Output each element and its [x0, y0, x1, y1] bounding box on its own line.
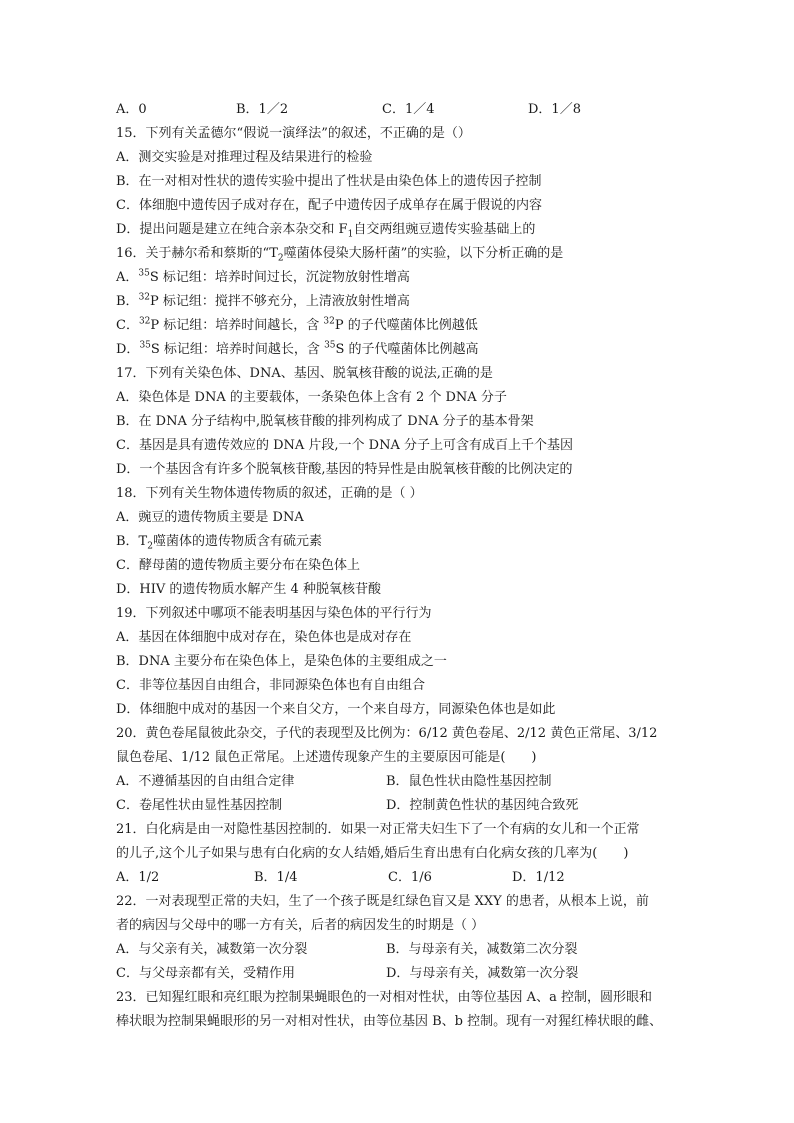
q14-option-b: B．1／2 — [236, 102, 289, 117]
q17-option-d: D．一个基因含有许多个脱氧核苷酸,基因的特异性是由脱氧核苷酸的比例决定的 — [116, 462, 573, 477]
q19-option-a: A．基因在体细胞中成对存在，染色体也是成对存在 — [116, 630, 412, 645]
q21-stem-line1: 21．白化病是由一对隐性基因控制的．如果一对正常夫妇生下了一个有病的女儿和一个正常 — [116, 822, 640, 837]
q20-option-d: D．控制黄色性状的基因纯合致死 — [386, 798, 579, 813]
q22-option-a: A．与父亲有关，减数第一次分裂 — [116, 942, 308, 957]
q16-option-a: A．$^{35}$S 标记组：培养时间过长，沉淀物放射性增高 — [116, 268, 410, 285]
q21-option-a: A．1/2 — [116, 870, 160, 885]
q22-options-row1 — [116, 938, 686, 962]
q16-option-b: B．$^{32}$P 标记组：搅拌不够充分，上清液放射性增高 — [116, 292, 410, 309]
q20-options-row2 — [116, 794, 686, 818]
q20-stem-line1: 20．黄色卷尾鼠彼此杂交，子代的表现型及比例为：6/12 黄色卷尾、2/12 黄色正常尾、3/12 — [116, 726, 658, 741]
q22-stem-line1: 22．一对表现型正常的夫妇，生了一个孩子既是红绿色盲又是 XXY 的患者，从根本上说，前 — [116, 894, 649, 909]
q21-option-d: D．1/12 — [512, 870, 565, 885]
q15-option-c: C．体细胞中遗传因子成对存在，配子中遗传因子成单存在属于假说的内容 — [116, 198, 542, 213]
q17-stem: 17．下列有关染色体、DNA、基因、脱氧核苷酸的说法,正确的是 — [116, 366, 493, 381]
q18-option-a: A．豌豆的遗传物质主要是 DNA — [116, 510, 304, 525]
q22-option-c: C．与父母亲都有关，受精作用 — [116, 966, 295, 981]
q21-stem-line2: 的儿子,这个儿子如果与患有白化病的女人结婚,婚后生育出患有白化病女孩的几率为( ) — [116, 846, 629, 861]
q19-option-b: B．DNA 主要分布在染色体上，是染色体的主要组成之一 — [116, 654, 447, 669]
q21-option-b: B．1/4 — [254, 870, 298, 885]
q18-option-b: B．$T_2$噬菌体的遗传物质含有硫元素 — [116, 534, 322, 552]
q20-options-row1 — [116, 770, 686, 794]
q17-option-c: C．基因是具有遗传效应的 DNA 片段,一个 DNA 分子上可含有成百上千个基因 — [116, 438, 573, 453]
q15-option-d: D．提出问题是建立在纯合亲本杂交和 $F_1$自交两组豌豆遗传实验基础上的 — [116, 222, 536, 240]
q20-option-a: A．不遵循基因的自由组合定律 — [116, 774, 295, 789]
q22-option-b: B．与母亲有关，减数第二次分裂 — [386, 942, 578, 957]
q21-option-c: C．1/6 — [388, 870, 432, 885]
q17-option-a: A．染色体是 DNA 的主要载体，一条染色体上含有 2 个 DNA 分子 — [116, 390, 507, 405]
q18-option-c: C．酵母菌的遗传物质主要分布在染色体上 — [116, 558, 360, 573]
q19-stem: 19．下列叙述中哪项不能表明基因与染色体的平行行为 — [116, 606, 432, 621]
q20-stem-line2: 鼠色卷尾、1/12 鼠色正常尾。上述遗传现象产生的主要原因可能是( ) — [116, 750, 537, 765]
q22-stem-line2: 者的病因与父母中的哪一方有关，后者的病因发生的时期是（ ） — [116, 918, 485, 933]
q14-option-c: C．1／4 — [382, 102, 435, 117]
q22-option-d: D．与母亲有关，减数第一次分裂 — [386, 966, 579, 981]
q16-option-c: C．$^{32}$P 标记组：培养时间越长，含 $^{32}$P 的子代噬菌体比例越低 — [116, 316, 478, 333]
q23-stem-line1: 23．已知猩红眼和亮红眼为控制果蝇眼色的一对相对性状，由等位基因 A、a 控制，圆形眼和 — [116, 990, 652, 1005]
q15-stem: 15．下列有关孟德尔“假说一演绎法”的叙述，不正确的是（） — [116, 126, 471, 141]
q16-stem: 16．关于赫尔希和蔡斯的“$T_2$噬菌体侵染大肠杆菌”的实验，以下分析正确的是 — [116, 246, 564, 264]
q14-options — [116, 98, 686, 122]
q20-option-c: C．卷尾性状由显性基因控制 — [116, 798, 282, 813]
q15-option-a: A．测交实验是对推理过程及结果进行的检验 — [116, 150, 373, 165]
q21-options — [116, 866, 686, 890]
q22-options-row2 — [116, 962, 686, 986]
q14-option-a: A．0 — [116, 102, 147, 117]
q19-option-c: C．非等位基因自由组合，非同源染色体也有自由组合 — [116, 678, 425, 693]
q18-option-d: D．HIV 的遗传物质水解产生 4 种脱氧核苷酸 — [116, 582, 381, 597]
q17-option-b: B．在 DNA 分子结构中,脱氧核苷酸的排列构成了 DNA 分子的基本骨架 — [116, 414, 534, 429]
q19-option-d: D．体细胞中成对的基因一个来自父方，一个来自母方，同源染色体也是如此 — [116, 702, 556, 717]
q23-stem-line2: 棒状眼为控制果蝇眼形的另一对相对性状，由等位基因 B、b 控制。现有一对猩红棒状眼的雌、 — [116, 1014, 663, 1029]
q14-option-d: D．1／8 — [528, 102, 581, 117]
q18-stem: 18．下列有关生物体遗传物质的叙述，正确的是（ ） — [116, 486, 423, 501]
q16-option-d: D．$^{35}$S 标记组：培养时间越长，含 $^{35}$S 的子代噬菌体比例越高 — [116, 340, 479, 357]
q15-option-b: B．在一对相对性状的遗传实验中提出了性状是由染色体上的遗传因子控制 — [116, 174, 542, 189]
q20-option-b: B．鼠色性状由隐性基因控制 — [386, 774, 552, 789]
